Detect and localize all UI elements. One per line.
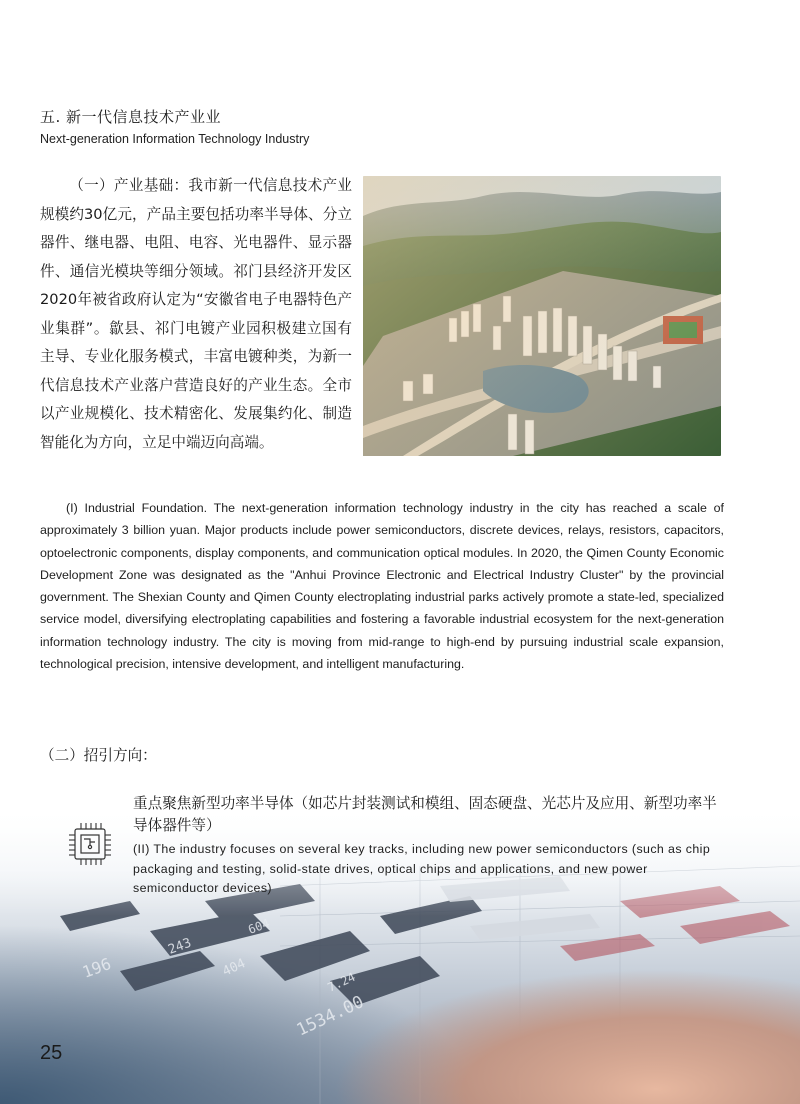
foundation-text-en: (I) Industrial Foundation. The next-generation information technology industry in the city has reached a scale of approximately 3 billion yuan. Major products include power semiconductors, discrete devices, relays, resistors, capacitors, optoelectronic components, display components, and communication optical modules. In 2020, the Qimen County Economic Development Zone was designated as the "Anhui Province Electronic and Electrical Industry Cluster" by the provincial government. The Shexian County and Qimen County electroplating industrial parks actively promote a state-led, specialized service model, diversifying electroplating capabilities and fostering a favorable industrial ecosystem for the next-generation information technology industry. The city is moving from mid-range to high-end by pursuing industrial scale expansion, technological precision, intensive development, and intelligent manufacturing. xyxy=(40,501,724,672)
foundation-text-zh: （一）产业基础：我市新一代信息技术产业规模约30亿元，产品主要包括功率半导体、分立器件、继电器、电阻、电容、光电器件、显示器件、通信光模块等细分领域。祁门县经济开发区2020年被省政府认定为“安徽省电子电器特色产业集群”。歙县、祁门电镀产业园积极建立国有主导、专业化服务模式，丰富电镀种类，为新一代信息技术产业落户营造良好的产业生态。全市以产业规模化、技术精密化、发展集约化、制造智能化为方向，立足中端迈向高端。 xyxy=(40,177,352,451)
section-subtitle: Next-generation Information Technology Industry xyxy=(40,132,310,146)
direction-heading: （二）招引方向： xyxy=(40,747,157,764)
chip-icon xyxy=(66,820,114,868)
city-aerial-photo xyxy=(363,176,721,456)
focus-text-zh: 重点聚焦新型功率半导体（如芯片封装测试和模组、固态硬盘、光芯片及应用、新型功率半导体器件等） xyxy=(133,795,717,834)
page-number: 25 xyxy=(40,1042,63,1064)
focus-text-en: (II) The industry focuses on several key tracks, including new power semiconductors (such as chip packaging and testing, solid-state drives, optical chips and applications, and new power semiconductor devices) xyxy=(133,842,711,895)
section-title: 五. 新一代信息技术产业业 xyxy=(40,108,222,126)
